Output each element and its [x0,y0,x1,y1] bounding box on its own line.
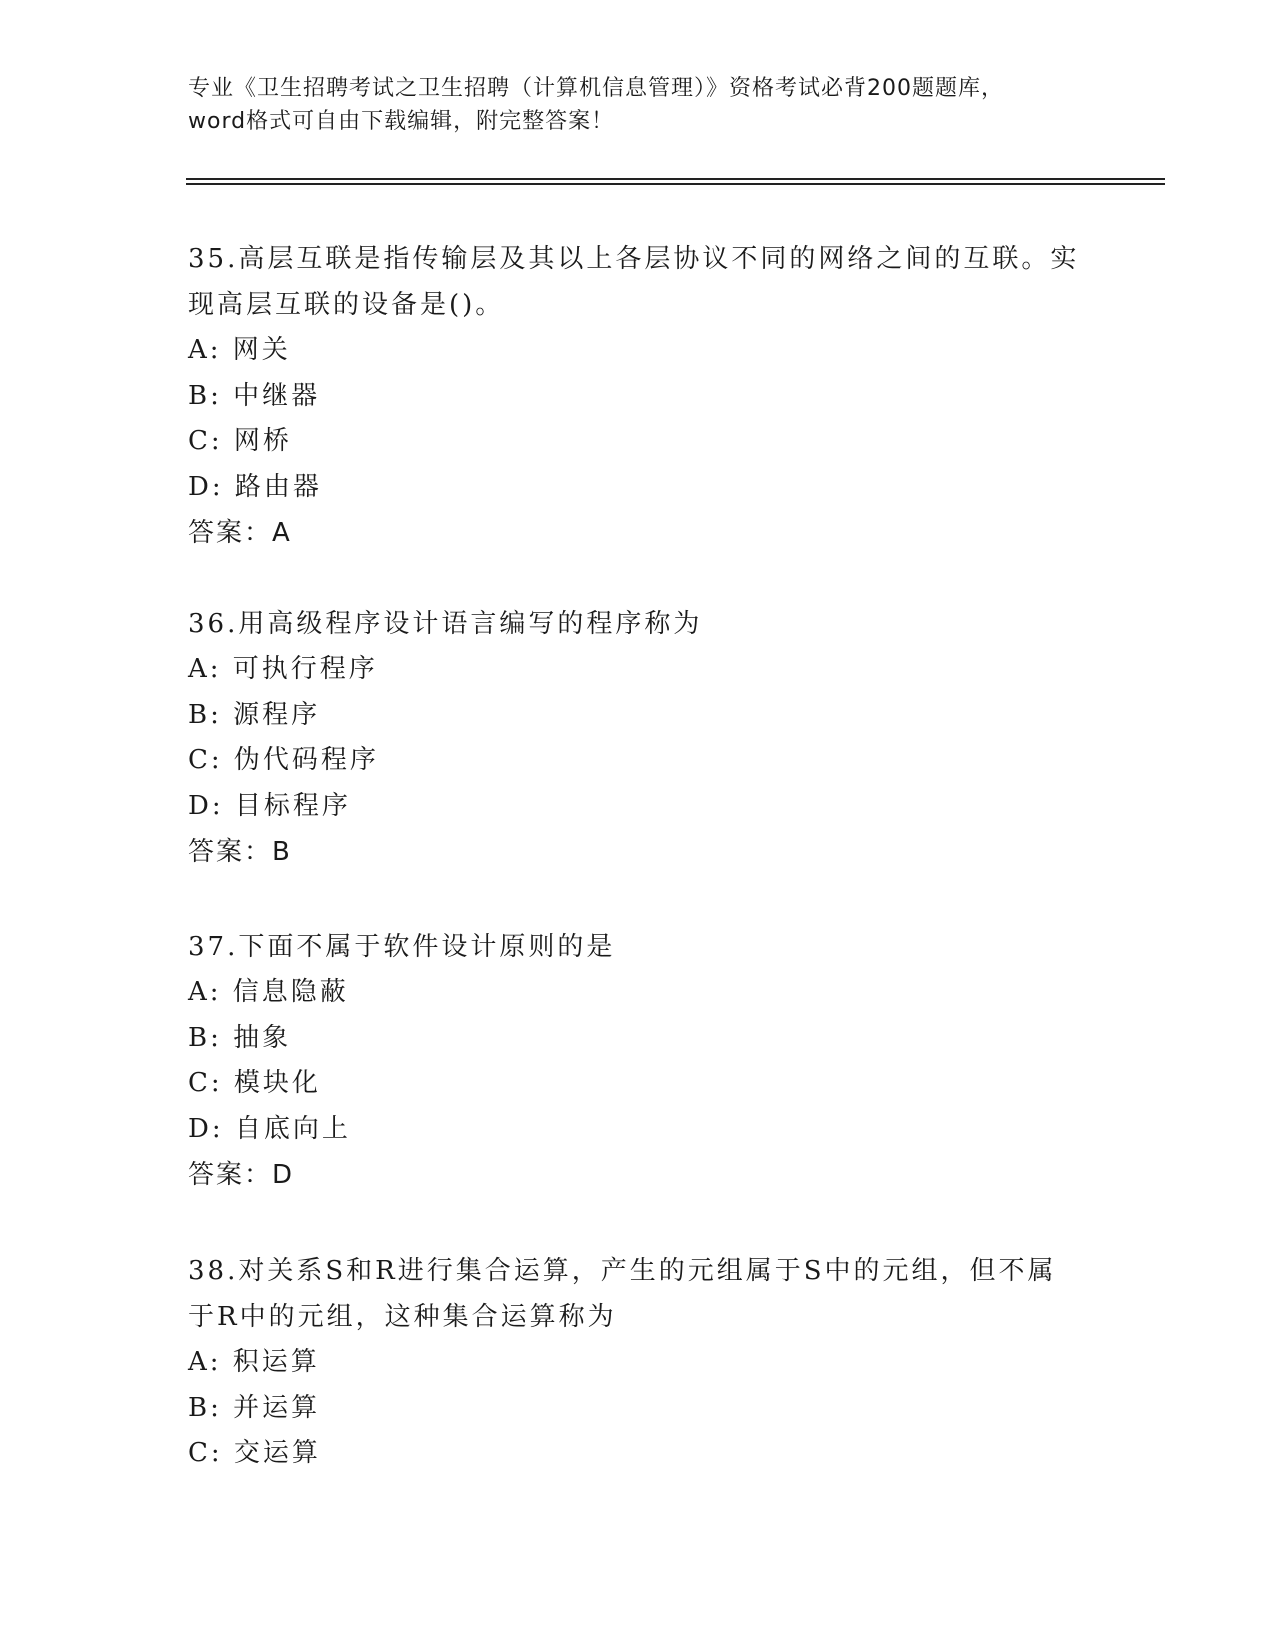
question-stem-line: 现高层互联的设备是()。 [188,290,505,320]
option-c: C: 伪代码程序 [188,745,379,775]
question-37 [188,924,1088,1198]
question-38 [188,1248,1088,1477]
answer-line: 答案：A [188,518,292,548]
option-b: B: 源程序 [188,699,321,730]
option-a: A: 可执行程序 [188,654,378,684]
option-a: A: 网关 [188,335,291,365]
question-stem-line: 38.对关系S和R进行集合运算，产生的元组属于S中的元组，但不属 [188,1256,1057,1286]
question-stem-line: 于R中的元组，这种集合运算称为 [188,1302,617,1332]
answer-line: 答案：D [188,1160,295,1190]
option-b: B: 中继器 [188,380,321,411]
answer-line: 答案：B [188,837,292,867]
option-d: D: 目标程序 [188,790,351,821]
option-c: C: 模块化 [188,1068,321,1098]
option-a: A: 信息隐蔽 [188,977,349,1007]
option-d: D: 路由器 [188,471,322,502]
question-35 [188,236,1088,556]
document-header [188,72,1088,138]
question-stem-line: 36.用高级程序设计语言编写的程序称为 [188,609,703,639]
option-c: C: 交运算 [188,1438,321,1468]
question-stem-line: 37.下面不属于软件设计原则的是 [188,932,616,962]
header-divider-top [186,178,1165,180]
option-a: A: 积运算 [188,1347,320,1377]
header-line-2: word格式可自由下载编辑，附完整答案！ [188,109,615,134]
option-c: C: 网桥 [188,426,292,456]
option-b: B: 并运算 [188,1392,321,1423]
option-d: D: 自底向上 [188,1113,351,1144]
question-36 [188,601,1088,875]
header-divider-bottom [186,183,1165,185]
header-line-1: 专业《卫生招聘考试之卫生招聘（计算机信息管理）》资格考试必背200题题库， [188,76,1004,101]
option-b: B: 抽象 [188,1022,292,1053]
question-stem-line: 35.高层互联是指传输层及其以上各层协议不同的网络之间的互联。实 [188,244,1080,274]
